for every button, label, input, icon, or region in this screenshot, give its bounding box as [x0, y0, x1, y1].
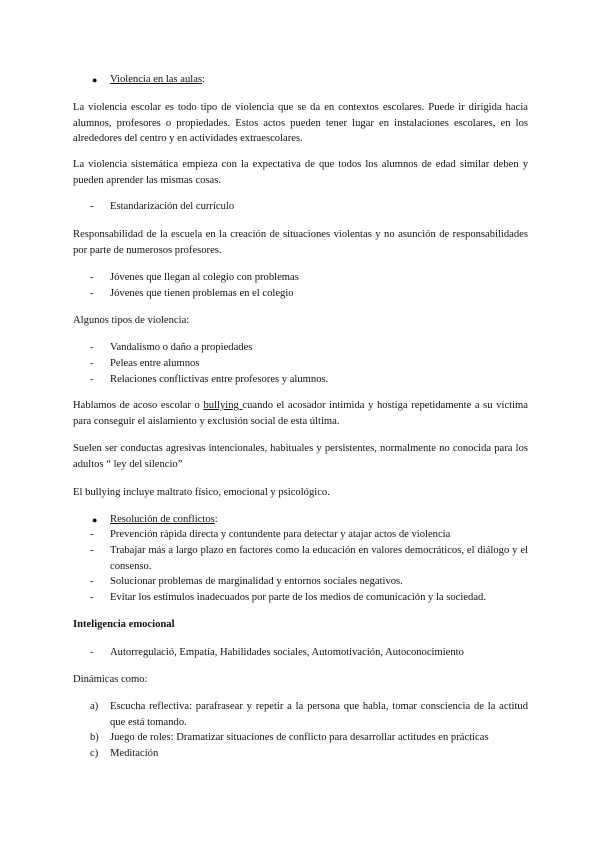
- list-item: - Peleas entre alumnos: [90, 358, 200, 369]
- paragraph-responsibility: Responsabilidad de la escuela en la creación de situaciones violentas y no asunción de responsabilidades por parte de numerosos profesores.: [73, 229, 528, 256]
- heading-text: Resolución de conflictos: [110, 514, 215, 525]
- ordered-item: b) Juego de roles: Dramatizar situaciones de conflicto para desarrollar actitudes en prácticas: [90, 732, 489, 743]
- section-heading-violencia: ● Violencia en las aulas:: [73, 72, 528, 88]
- bullet-icon: ●: [92, 515, 98, 525]
- paragraph-conduct: Suelen ser conductas agresivas intencionales, habituales y persistentes, normalmente no conocida para los adultos “ ley del silencio”: [73, 443, 528, 470]
- bullying-term: bullying: [203, 400, 243, 411]
- paragraph-definition: La violencia escolar es todo tipo de violencia que se da en contextos escolares. Puede ir dirigida hacia alumnos, profesores o propiedades. Estos actos pueden tener lugar en instalaciones escolares, en los alrededores del centro y en actividades extraescolares.: [73, 102, 528, 144]
- section-heading-inteligencia: Inteligencia emocional: [73, 619, 175, 630]
- list-item: - Vandalismo o daño a propiedades: [90, 342, 253, 353]
- paragraph-dinamicas: Dinámicas como:: [73, 674, 148, 685]
- paragraph-bullying-includes: El bullying incluye maltrato físico, emocional y psicológico.: [73, 487, 330, 498]
- ordered-item: a) Escucha reflectiva: parafrasear y repetir a la persona que habla, tomar consciencia de la actitud que está tomando.: [90, 701, 528, 728]
- list-item: - Jóvenes que llegan al colegio con problemas: [90, 272, 299, 283]
- paragraph-types-intro: Algunos tipos de violencia:: [73, 315, 190, 326]
- list-item: - Jóvenes que tienen problemas en el colegio: [90, 288, 294, 299]
- list-item: - Trabajar más a largo plazo en factores como la educación en valores democráticos, el diálogo y el consenso.: [90, 545, 528, 572]
- list-item: - Prevención rápida directa y contundente para detectar y atajar actos de violencia: [90, 529, 451, 540]
- paragraph-bullying: Hablamos de acoso escolar o bullying cuando el acosador intimida y hostiga repetidamente a su víctima para conseguir el aislamiento y exclusión social de esta última.: [73, 400, 528, 427]
- paragraph-systematic: La violencia sistemática empieza con la expectativa de que todos los alumnos de edad similar deben y pueden aprender las mismas cosas.: [73, 159, 528, 186]
- heading-text: Violencia en las aulas: [110, 74, 203, 85]
- list-item: - Solucionar problemas de marginalidad y entornos sociales negativos.: [90, 576, 403, 587]
- bullet-icon: ●: [92, 75, 98, 85]
- list-item: - Autorregulació, Empatía, Habilidades sociales, Automotivación, Autoconocimiento: [90, 647, 464, 658]
- ordered-item: c) Meditación: [90, 748, 159, 759]
- list-item: - Estandarización del currículo: [90, 201, 235, 212]
- section-heading-resolucion: ● Resolución de conflictos:: [73, 512, 528, 528]
- list-item: - Evitar los estímulos inadecuados por parte de los medios de comunicación y la sociedad.: [90, 592, 486, 603]
- list-item: - Relaciones conflictivas entre profesores y alumnos.: [90, 374, 329, 385]
